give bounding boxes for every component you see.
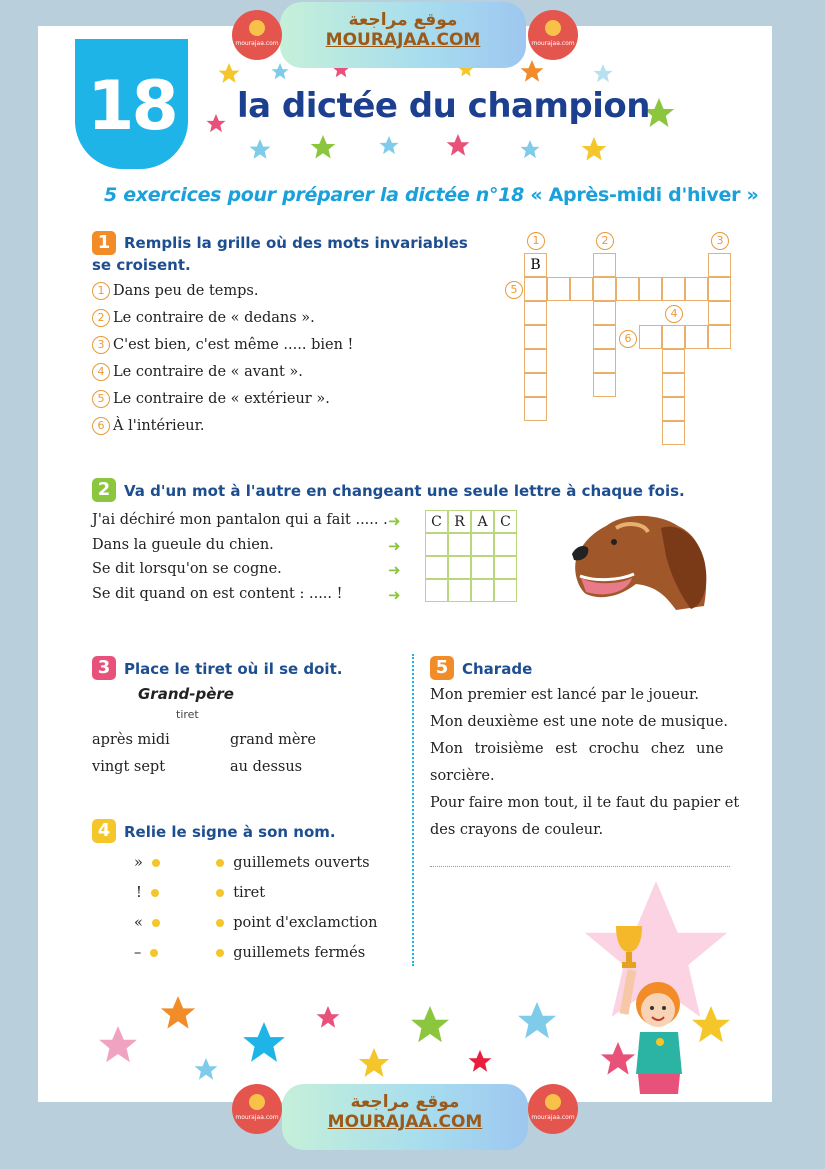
ladder-cell[interactable] bbox=[471, 556, 494, 579]
hyphen-word-2: grand mère bbox=[230, 732, 316, 748]
sign-name-1: guillemets ouverts bbox=[216, 855, 370, 871]
charade-line-3: Mon troisième est crochu chez une bbox=[430, 741, 724, 757]
exercise-4-number: 4 bbox=[92, 819, 116, 843]
clue-1: 1 Dans peu de temps. bbox=[92, 282, 258, 300]
ladder-cell[interactable] bbox=[471, 533, 494, 556]
ladder-cell[interactable] bbox=[494, 556, 517, 579]
ladder-cell[interactable] bbox=[494, 579, 517, 602]
crossword-cell[interactable] bbox=[593, 277, 616, 301]
arrow-icon: ➜ bbox=[388, 537, 401, 555]
crossword-cell[interactable] bbox=[524, 277, 547, 301]
crossword-cell[interactable] bbox=[708, 277, 731, 301]
crossword-cell[interactable] bbox=[662, 325, 685, 349]
watermark-banner-bottom[interactable] bbox=[282, 1084, 528, 1150]
charade-answer-line[interactable] bbox=[430, 866, 730, 867]
ladder-cell[interactable] bbox=[494, 533, 517, 556]
crossword-cell[interactable] bbox=[593, 373, 616, 397]
crossword-cell[interactable] bbox=[570, 277, 593, 301]
dictation-number-badge bbox=[75, 39, 188, 169]
clue-3: 3 C'est bien, c'est même ..... bien ! bbox=[92, 336, 353, 354]
dog-illustration bbox=[566, 506, 716, 616]
connect-dot[interactable] bbox=[152, 919, 160, 927]
watermark-banner-top[interactable] bbox=[280, 2, 526, 68]
grid-label-6: 6 bbox=[619, 330, 637, 348]
connect-dot[interactable] bbox=[150, 949, 158, 957]
ladder-cell[interactable] bbox=[448, 579, 471, 602]
ladder-cell[interactable] bbox=[425, 533, 448, 556]
watermark-arabic: موقع مراجعة bbox=[348, 10, 458, 30]
crossword-cell[interactable] bbox=[662, 421, 685, 445]
hyphen-word-1: après midi bbox=[92, 732, 170, 748]
grid-label-4: 4 bbox=[665, 305, 683, 323]
site-logo: mourajaa.com bbox=[232, 10, 282, 60]
site-logo: mourajaa.com bbox=[528, 10, 578, 60]
exercise-2-title: Va d'un mot à l'autre en changeant une seule lettre à chaque fois. bbox=[124, 482, 685, 500]
site-logo: mourajaa.com bbox=[232, 1084, 282, 1134]
clue-2: 2 Le contraire de « dedans ». bbox=[92, 309, 315, 327]
crossword-cell[interactable] bbox=[593, 349, 616, 373]
ladder-cell[interactable] bbox=[448, 533, 471, 556]
exercise-2-number: 2 bbox=[92, 478, 116, 502]
sign-name-4: guillemets fermés bbox=[216, 945, 365, 961]
crossword-cell[interactable] bbox=[708, 301, 731, 325]
sign-4: – bbox=[134, 945, 158, 961]
charade-line-4: sorcière. bbox=[430, 768, 495, 784]
dictation-number: 18 bbox=[87, 67, 176, 146]
crossword-cell[interactable] bbox=[708, 253, 731, 277]
sign-2: ! bbox=[136, 885, 159, 901]
arrow-icon: ➜ bbox=[388, 512, 401, 530]
crossword-cell[interactable] bbox=[524, 301, 547, 325]
crossword-cell[interactable] bbox=[662, 277, 685, 301]
crossword-cell[interactable] bbox=[524, 373, 547, 397]
crossword-cell[interactable] bbox=[616, 277, 639, 301]
sign-3: « bbox=[134, 915, 160, 931]
connect-dot[interactable] bbox=[216, 949, 224, 957]
charade-line-5: Pour faire mon tout, il te faut du papier et bbox=[430, 795, 740, 811]
crossword-cell[interactable] bbox=[547, 277, 570, 301]
grid-label-3: 3 bbox=[711, 232, 729, 250]
crossword-cell[interactable] bbox=[524, 349, 547, 373]
charade-line-6: des crayons de couleur. bbox=[430, 822, 604, 838]
worksheet-page bbox=[38, 26, 772, 1102]
subtitle-quote: « Après-midi d'hiver » bbox=[530, 184, 759, 206]
grid-label-2: 2 bbox=[596, 232, 614, 250]
charade-line-1: Mon premier est lancé par le joueur. bbox=[430, 687, 699, 703]
ladder-cell: C bbox=[425, 510, 448, 533]
page-title: la dictée du champion bbox=[237, 86, 650, 126]
ladder-cell[interactable] bbox=[471, 579, 494, 602]
word-ladder-clue-4: Se dit quand on est content : ..... ! bbox=[92, 586, 343, 602]
crossword-cell[interactable] bbox=[662, 349, 685, 373]
connect-dot[interactable] bbox=[152, 859, 160, 867]
crossword-cell[interactable] bbox=[593, 253, 616, 277]
word-ladder-clue-1: J'ai déchiré mon pantalon qui a fait ..... . bbox=[92, 512, 388, 528]
exercise-1-title-line2: se croisent. bbox=[92, 256, 191, 274]
exercise-1-number: 1 bbox=[92, 231, 116, 255]
column-divider bbox=[412, 654, 414, 966]
girl-with-trophy-illustration bbox=[596, 914, 706, 1094]
crossword-cell[interactable] bbox=[662, 373, 685, 397]
watermark-link[interactable]: MOURAJAA.COM bbox=[327, 1112, 483, 1132]
ladder-cell[interactable] bbox=[425, 556, 448, 579]
crossword-cell[interactable] bbox=[593, 301, 616, 325]
sign-name-3: point d'exclamction bbox=[216, 915, 377, 931]
connect-dot[interactable] bbox=[216, 919, 224, 927]
crossword-cell[interactable] bbox=[685, 277, 708, 301]
crossword-cell[interactable] bbox=[708, 325, 731, 349]
word-ladder-clue-2: Dans la gueule du chien. bbox=[92, 537, 274, 553]
subtitle-prefix: 5 exercices pour préparer la dictée n°18 bbox=[104, 184, 525, 206]
sign-name-2: tiret bbox=[216, 885, 265, 901]
page-subtitle bbox=[104, 184, 758, 206]
hyphen-word-4: au dessus bbox=[230, 759, 303, 775]
clue-5: 5 Le contraire de « extérieur ». bbox=[92, 390, 330, 408]
crossword-cell[interactable] bbox=[662, 397, 685, 421]
crossword-cell[interactable] bbox=[639, 325, 662, 349]
crossword-cell[interactable] bbox=[524, 325, 547, 349]
clue-4: 4 Le contraire de « avant ». bbox=[92, 363, 303, 381]
charade-line-2: Mon deuxième est une note de musique. bbox=[430, 714, 728, 730]
arrow-icon: ➜ bbox=[388, 586, 401, 604]
watermark-arabic: موقع مراجعة bbox=[350, 1092, 460, 1112]
exercise-4-title: Relie le signe à son nom. bbox=[124, 823, 336, 841]
crossword-cell[interactable] bbox=[685, 325, 708, 349]
exercise-5-number: 5 bbox=[430, 656, 454, 680]
exercise-3-title: Place le tiret où il se doit. bbox=[124, 660, 343, 678]
ladder-cell: R bbox=[448, 510, 471, 533]
exercise-3-number: 3 bbox=[92, 656, 116, 680]
grid-label-1: 1 bbox=[527, 232, 545, 250]
site-logo: mourajaa.com bbox=[528, 1084, 578, 1134]
example-note: tiret bbox=[176, 708, 199, 721]
ladder-cell[interactable] bbox=[425, 579, 448, 602]
hyphen-word-3: vingt sept bbox=[92, 759, 166, 775]
crossword-cell[interactable] bbox=[639, 277, 662, 301]
connect-dot[interactable] bbox=[151, 889, 159, 897]
word-ladder-clue-3: Se dit lorsqu'on se cogne. bbox=[92, 561, 282, 577]
clue-6: 6 À l'intérieur. bbox=[92, 417, 205, 435]
crossword-cell[interactable] bbox=[593, 325, 616, 349]
ladder-cell[interactable] bbox=[448, 556, 471, 579]
ladder-cell: A bbox=[471, 510, 494, 533]
grid-label-5: 5 bbox=[505, 281, 523, 299]
example-word: Grand-père bbox=[138, 685, 234, 703]
connect-dot[interactable] bbox=[216, 859, 224, 867]
crossword-cell[interactable] bbox=[524, 397, 547, 421]
exercise-1-title-line1: Remplis la grille où des mots invariables bbox=[124, 234, 468, 252]
ladder-cell: C bbox=[494, 510, 517, 533]
watermark-link[interactable]: MOURAJAA.COM bbox=[325, 30, 481, 50]
crossword-cell[interactable]: B bbox=[524, 253, 547, 277]
sign-1: » bbox=[134, 855, 160, 871]
connect-dot[interactable] bbox=[216, 889, 224, 897]
exercise-5-title: Charade bbox=[462, 660, 533, 678]
arrow-icon: ➜ bbox=[388, 561, 401, 579]
